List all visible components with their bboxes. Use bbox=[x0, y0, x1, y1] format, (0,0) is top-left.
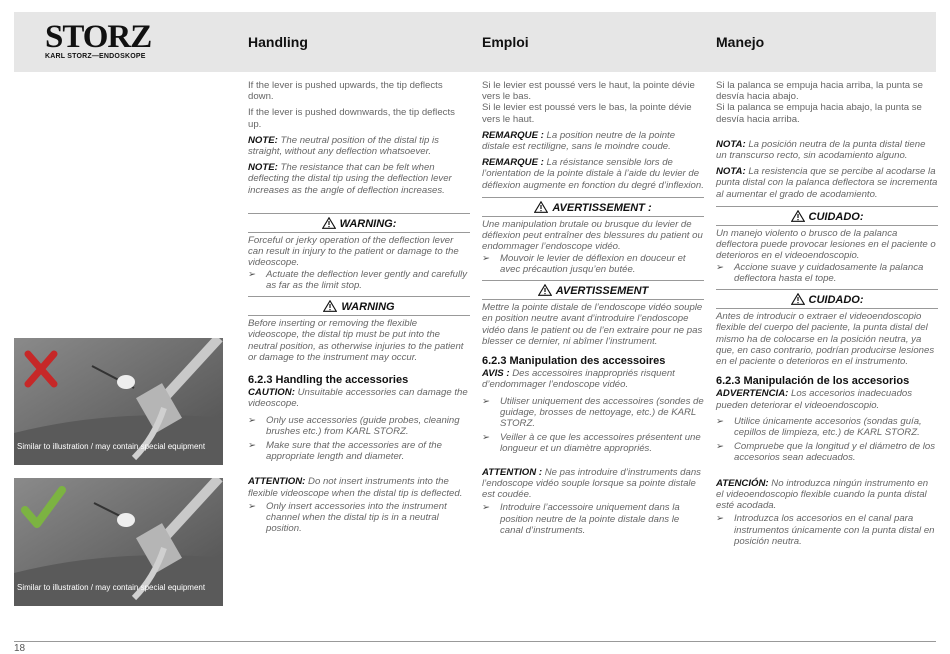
note-text: La position neutre de la pointe distale est rectiligne, sans le moindre coude. bbox=[482, 129, 676, 153]
bullet-item bbox=[482, 502, 704, 536]
warning-box bbox=[248, 296, 470, 363]
arrow-bullet-icon: ➢ bbox=[248, 414, 257, 426]
note bbox=[716, 166, 938, 200]
note-label: NOTA: bbox=[716, 166, 746, 178]
paragraph: Si la palanca se empuja hacia arriba, la punta se desvía hacia abajo. bbox=[716, 80, 923, 103]
bullet-item bbox=[482, 396, 704, 430]
note bbox=[248, 135, 470, 157]
attention bbox=[482, 467, 704, 501]
warning-title: WARNING bbox=[341, 301, 395, 314]
attention-label: ATENCIÓN: bbox=[716, 477, 769, 489]
bullet-text: Veiller à ce que les accessoires présentent une longueur et un diamètre appropriés. bbox=[500, 432, 701, 455]
paragraph: Si le levier est poussé vers le bas, la pointe dévie vers le haut. bbox=[482, 102, 692, 125]
green-check-icon bbox=[20, 486, 66, 530]
paragraph: If the lever is pushed upwards, the tip deflects down. bbox=[248, 80, 443, 103]
attention-text: No introduzca ningún instrumento en el videoendoscopio flexible cuando la punta distal esté acodada. bbox=[716, 477, 929, 512]
footer-divider bbox=[14, 641, 936, 642]
warning-text: Forceful or jerky operation of the deflection lever can result in injury to the patient or damage to the videoscope. bbox=[248, 235, 459, 269]
bullet-text: Make sure that the accessories are of the appropriate length and diameter. bbox=[266, 440, 442, 463]
red-cross-icon bbox=[22, 350, 60, 388]
column-title-french: Emploi bbox=[482, 34, 529, 50]
arrow-bullet-icon: ➢ bbox=[716, 513, 725, 525]
bullet-item bbox=[248, 440, 470, 462]
note bbox=[248, 162, 470, 196]
page-header bbox=[14, 12, 936, 72]
attention bbox=[248, 476, 470, 498]
bullet-text: Introduzca los accesorios en el canal para instrumentos únicamente con la punta distal en posición neutra. bbox=[734, 513, 935, 547]
arrow-bullet-icon: ➢ bbox=[248, 440, 257, 452]
column-title-english: Handling bbox=[248, 34, 308, 50]
bullet-item bbox=[248, 415, 470, 437]
warning-header bbox=[482, 198, 704, 217]
note-text: La posición neutra de la punta distal tiene un transcurso recto, sin acodamiento alguno. bbox=[716, 138, 926, 162]
column-title-spanish: Manejo bbox=[716, 34, 765, 50]
bullet-text: Introduire l’accessoire uniquement dans la position neutre de la pointe distale dans le canal d’instruments. bbox=[500, 502, 680, 536]
caution-text: Des accessoires inappropriés risquent d’endommager l’endoscope vidéo. bbox=[482, 368, 675, 391]
caution bbox=[716, 388, 938, 410]
note-text: La résistance sensible lors de l’orientation de la pointe distale à l’aide du levier de déflexion augmente en fonction du degré d’inflexion. bbox=[482, 157, 704, 191]
warning-text: Antes de introducir o extraer el videoendoscopio flexible del cuerpo del paciente, la punta distal del mismo ha de colocarse en la posición neutra, ya que, en caso contrario, podrían producirse lesiones en el paciente o deterioros en el instrumento. bbox=[716, 311, 935, 368]
attention-text: Ne pas introduire d’instruments dans l’endoscope vidéo souple lorsque sa pointe distale est coudée. bbox=[482, 466, 701, 501]
warning-title: WARNING: bbox=[339, 217, 397, 230]
bullet-text: Compruebe que la longitud y el diámetro de los accesorios sean adecuados. bbox=[734, 441, 936, 464]
arrow-bullet-icon: ➢ bbox=[482, 395, 491, 407]
attention bbox=[716, 478, 938, 512]
arrow-bullet-icon: ➢ bbox=[716, 261, 725, 273]
warning-header bbox=[716, 207, 938, 226]
note bbox=[482, 130, 704, 152]
note bbox=[716, 139, 938, 161]
warning-header bbox=[716, 290, 938, 309]
arrow-bullet-icon: ➢ bbox=[248, 268, 257, 280]
arrow-bullet-icon: ➢ bbox=[248, 500, 257, 512]
logo-main-text: STORZ bbox=[45, 19, 152, 55]
warning-text: Mettre la pointe distale de l’endoscope vidéo souple en position neutre avant d’introduire l’endoscope vidéo dans le patient ou de l’en extraire pour ne pas blesser ce dernier, ni abîmer l’instrument. bbox=[482, 302, 703, 347]
attention-label: ATTENTION: bbox=[248, 476, 306, 488]
caution bbox=[248, 387, 470, 409]
arrow-bullet-icon: ➢ bbox=[482, 252, 491, 264]
arrow-bullet-icon: ➢ bbox=[482, 502, 491, 514]
bullet-text: Utilice únicamente accesorios (sondas guía, cepillos de limpieza, etc.) de KARL STORZ. bbox=[734, 415, 922, 439]
warning-triangle-icon bbox=[322, 217, 336, 229]
bullet-item bbox=[482, 432, 704, 454]
warning-header bbox=[248, 214, 470, 233]
illustration-incorrect bbox=[14, 338, 223, 465]
warning-title: CUIDADO: bbox=[808, 294, 864, 307]
paragraph: If the lever is pushed downwards, the tip deflects up. bbox=[248, 107, 455, 130]
note-text: The resistance that can be felt when deflecting the distal tip using the deflection lever increases as the angle of deflection increases. bbox=[248, 162, 452, 196]
column-spanish bbox=[716, 80, 938, 550]
bullet-text: Only use accessories (guide probes, cleaning brushes etc.) from KARL STORZ. bbox=[266, 414, 460, 437]
caution-label: ADVERTENCIA: bbox=[716, 388, 789, 400]
section-heading: 6.2.3 Handling the accessories bbox=[248, 374, 409, 387]
storz-logo bbox=[45, 19, 152, 60]
warning-triangle-icon bbox=[791, 210, 805, 222]
warning-box bbox=[248, 213, 470, 291]
warning-box bbox=[716, 289, 938, 367]
bullet-item bbox=[248, 269, 470, 291]
warning-title: AVERTISSEMENT : bbox=[552, 201, 652, 214]
bullet-text: Utiliser uniquement des accessoires (sondes de guidage, brosses de nettoyage, etc.) de KARL STORZ. bbox=[500, 395, 704, 430]
arrow-bullet-icon: ➢ bbox=[482, 432, 491, 444]
caution bbox=[482, 368, 704, 390]
warning-header bbox=[482, 281, 704, 300]
note-label: NOTE: bbox=[248, 134, 278, 146]
image-caption: Similar to illustration / may contain special equipment bbox=[17, 442, 206, 451]
illustration-correct bbox=[14, 478, 223, 606]
arrow-bullet-icon: ➢ bbox=[716, 415, 725, 427]
column-french bbox=[482, 80, 704, 539]
warning-box bbox=[482, 197, 704, 275]
page-number: 18 bbox=[14, 643, 26, 654]
caution-label: CAUTION: bbox=[248, 387, 295, 399]
warning-title: AVERTISSEMENT bbox=[555, 285, 649, 298]
column-english bbox=[248, 80, 470, 538]
paragraph: Si le levier est poussé vers le haut, la pointe dévie vers le bas. bbox=[482, 80, 695, 103]
attention-text: Do not insert instruments into the flexible videoscope when the distal tip is deflected. bbox=[248, 476, 463, 499]
warning-triangle-icon bbox=[323, 300, 337, 312]
note-label: REMARQUE : bbox=[482, 129, 544, 141]
bullet-item bbox=[716, 441, 938, 463]
warning-triangle-icon bbox=[538, 284, 552, 296]
logo-sub-text: KARL STORZ—ENDOSKOPE bbox=[45, 53, 146, 60]
warning-triangle-icon bbox=[791, 293, 805, 305]
warning-box bbox=[482, 280, 704, 347]
note-text: La resistencia que se percibe al acodarse la punta distal con la palanca deflectora se incrementa al aumentar el grado de acodamiento. bbox=[716, 166, 938, 200]
warning-text: Before inserting or removing the flexible videoscope, the distal tip must be put into the neutral position, as otherwise injuries to the patient or damage to the instrument may occur. bbox=[248, 318, 464, 363]
note-label: NOTE: bbox=[248, 162, 278, 174]
section-heading: 6.2.3 Manipulación de los accesorios bbox=[716, 375, 910, 388]
arrow-bullet-icon: ➢ bbox=[716, 441, 725, 453]
warning-title: CUIDADO: bbox=[808, 210, 864, 223]
warning-text: Un manejo violento o brusco de la palanca deflectora puede provocar lesiones en el paciente o deterioros en el videoendoscopio. bbox=[716, 228, 936, 262]
bullet-item bbox=[716, 416, 938, 438]
image-caption: Similar to illustration / may contain special equipment bbox=[17, 583, 206, 592]
bullet-item bbox=[248, 501, 470, 535]
bullet-item bbox=[482, 253, 704, 275]
warning-text: Une manipulation brutale ou brusque du levier de déflexion peut entraîner des blessures du patient ou endommager l’endoscope vidéo. bbox=[482, 219, 703, 253]
section-heading: 6.2.3 Manipulation des accessoires bbox=[482, 355, 666, 368]
caution-text: Unsuitable accessories can damage the videoscope. bbox=[248, 387, 468, 410]
caution-label: AVIS : bbox=[482, 368, 510, 380]
attention-label: ATTENTION : bbox=[482, 466, 543, 478]
warning-triangle-icon bbox=[534, 201, 548, 213]
paragraph: Si la palanca se empuja hacia abajo, la punta se desvía hacia arriba. bbox=[716, 102, 922, 125]
bullet-text: Only insert accessories into the instrument channel when the distal tip is in a neutral position. bbox=[266, 500, 447, 535]
caution-text: Los accesorios inadecuados pueden deteriorar el videoendoscopio. bbox=[716, 388, 913, 411]
note bbox=[482, 157, 704, 191]
bullet-text: Mouvoir le levier de déflexion en douceur et avec précaution jusqu’en butée. bbox=[500, 252, 686, 275]
bullet-item bbox=[716, 513, 938, 547]
warning-box bbox=[716, 206, 938, 284]
warning-header bbox=[248, 297, 470, 316]
bullet-text: Actuate the deflection lever gently and carefully as far as the limit stop. bbox=[266, 268, 468, 291]
bullet-text: Accione suave y cuidadosamente la palanca deflectora hasta el tope. bbox=[734, 261, 924, 284]
note-label: NOTA: bbox=[716, 138, 746, 150]
note-text: The neutral position of the distal tip is straight, without any deflection whatsoever. bbox=[248, 134, 439, 158]
note-label: REMARQUE : bbox=[482, 157, 544, 169]
bullet-item bbox=[716, 262, 938, 284]
